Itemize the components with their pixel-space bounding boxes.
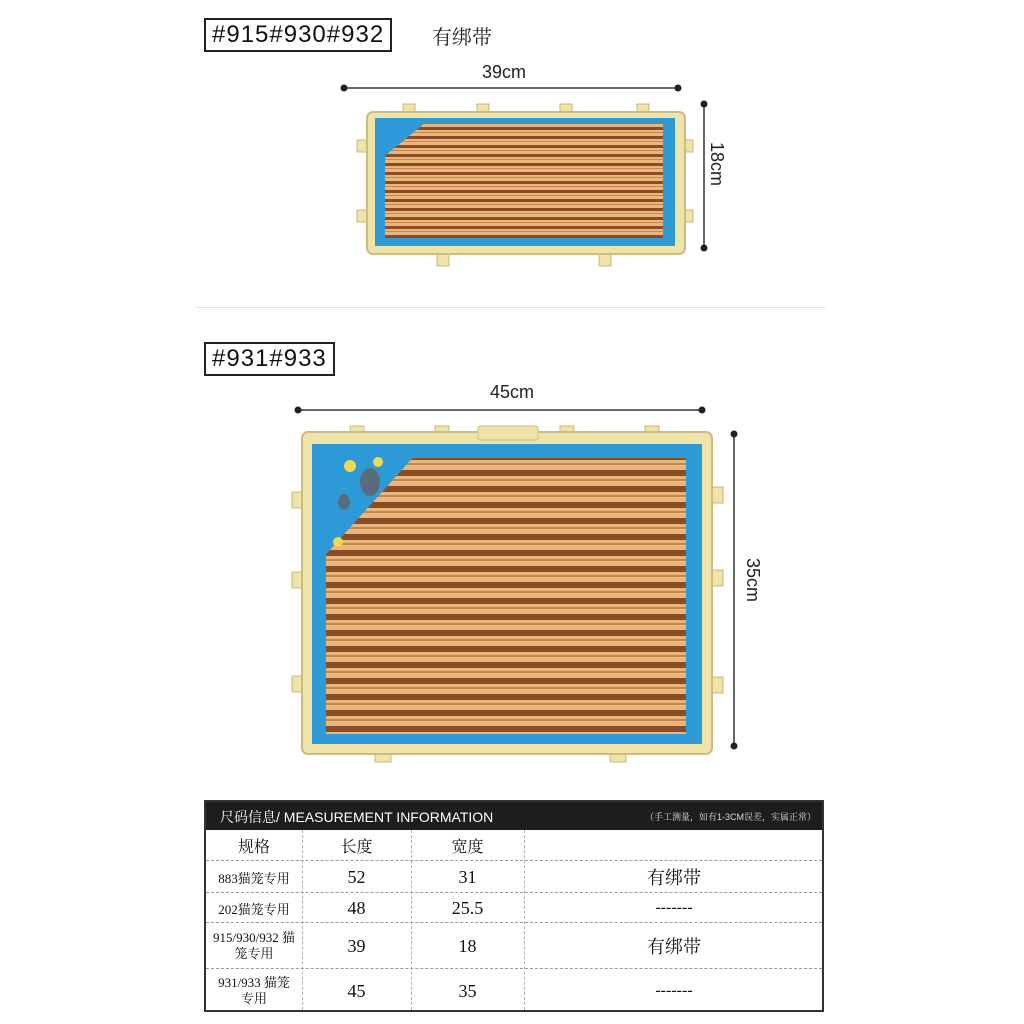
header-spec: 规格 — [237, 838, 270, 856]
row-remark: 有绑带 — [647, 937, 701, 957]
width-dimension-2 — [284, 402, 714, 418]
measurement-table — [204, 800, 824, 1012]
table-header-bar — [206, 802, 822, 830]
strap-note-1: 有绑带 — [432, 27, 492, 49]
table-header-row — [206, 830, 822, 860]
model-label-1: #915#930#932 — [204, 18, 392, 52]
section-divider — [196, 307, 826, 308]
table-title: 尺码信息/ MEASUREMENT INFORMATION — [220, 809, 494, 825]
row-spec: 202猫笼专用 — [218, 901, 290, 917]
table-row — [206, 924, 822, 968]
small-tray-image — [355, 100, 695, 270]
width-label-1: 39cm — [482, 62, 527, 82]
row-separator — [206, 968, 822, 969]
row-width: 25.5 — [451, 897, 484, 918]
large-tray-image — [290, 422, 725, 767]
row-length: 39 — [347, 935, 366, 956]
table-note: （手工测量，如有1-3CM误差，实属正常） — [644, 812, 816, 822]
row-length: 48 — [347, 897, 366, 918]
width-label-2: 45cm — [490, 382, 535, 402]
row-remark: ------- — [655, 982, 693, 999]
header-length: 长度 — [340, 838, 373, 856]
table-row — [206, 862, 822, 892]
row-remark: 有绑带 — [647, 868, 701, 888]
height-label-2: 35cm — [743, 558, 763, 603]
row-length: 45 — [347, 980, 366, 1001]
row-width: 31 — [458, 866, 477, 887]
height-dimension-2 — [725, 428, 743, 752]
row-remark: ------- — [655, 899, 693, 916]
row-separator — [206, 892, 822, 893]
row-width: 35 — [458, 980, 477, 1001]
row-spec: 931/933 猫笼专用 — [218, 975, 290, 1006]
row-spec: 915/930/932 猫笼专用 — [213, 930, 295, 961]
table-row — [206, 894, 822, 922]
row-separator — [206, 922, 822, 923]
row-length: 52 — [347, 866, 366, 887]
height-label-1: 18cm — [707, 142, 727, 187]
header-width: 宽度 — [451, 838, 484, 856]
table-row — [206, 970, 822, 1012]
row-spec: 883猫笼专用 — [218, 870, 290, 886]
row-separator — [206, 860, 822, 861]
model-label-2: #931#933 — [204, 342, 335, 376]
header-remark — [524, 830, 824, 860]
row-width: 18 — [458, 935, 477, 956]
